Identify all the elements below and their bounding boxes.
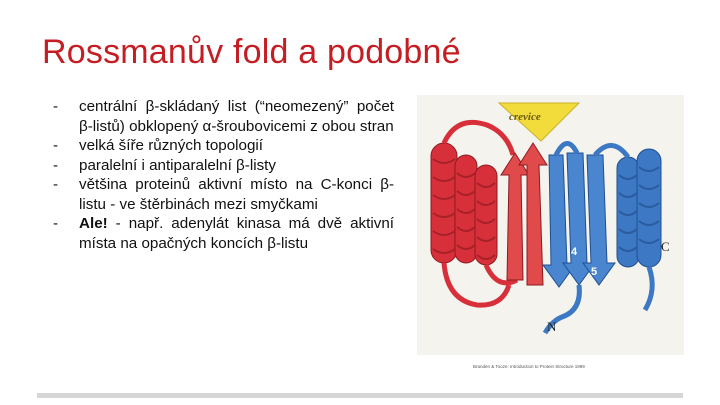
figure-citation: Branden & Tooze: Introduction to Protein Structure 1999 <box>473 364 585 369</box>
red-strands <box>501 143 547 285</box>
c-terminus-label: C <box>661 239 670 254</box>
bullet-item <box>42 214 394 253</box>
blue-strands <box>543 153 615 287</box>
rossmann-fold-illustration <box>417 95 684 355</box>
bullet-list <box>42 97 394 253</box>
bullet-marker: - <box>53 137 59 154</box>
bullet-text: - např. adenylát kinasa má dvě aktivní místa na opačných koncích β-listu <box>79 215 394 252</box>
bottom-divider <box>37 393 683 398</box>
helix-3 <box>475 165 497 265</box>
strand-blue-3 <box>583 155 615 285</box>
bullet-item <box>42 97 394 136</box>
n-terminus-label: N <box>547 319 557 334</box>
slide-title: Rossmanův fold a podobné <box>42 33 461 71</box>
strand-red-2 <box>519 143 547 285</box>
bullet-emphasis: Ale! <box>79 215 108 232</box>
bullet-marker: - <box>53 176 59 193</box>
bullet-marker: - <box>53 98 59 115</box>
strand-red-1 <box>501 153 529 280</box>
strand-number-5: 5 <box>591 266 598 278</box>
bullet-text: většina proteinů aktivní místo na C-konci β-listu - ve štěrbinách mezi smyčkami <box>79 176 394 213</box>
bullet-item <box>42 156 394 176</box>
strand-number-4: 4 <box>571 246 578 258</box>
crevice-label: crevice <box>509 111 541 123</box>
bullet-marker: - <box>53 156 59 174</box>
bullet-text: paralelní i antiparalelní β-listy <box>79 156 276 174</box>
bullet-text: centrální β-skládaný list (“neomezený” počet β-listů) obklopený α-šroubovicemi z obou stran <box>79 98 394 135</box>
bullet-item <box>42 175 394 214</box>
bullet-item <box>42 136 394 156</box>
protein-structure-figure <box>417 95 684 355</box>
bullet-text: velká šíře různých topologií <box>79 137 264 154</box>
bullet-marker: - <box>53 215 59 232</box>
